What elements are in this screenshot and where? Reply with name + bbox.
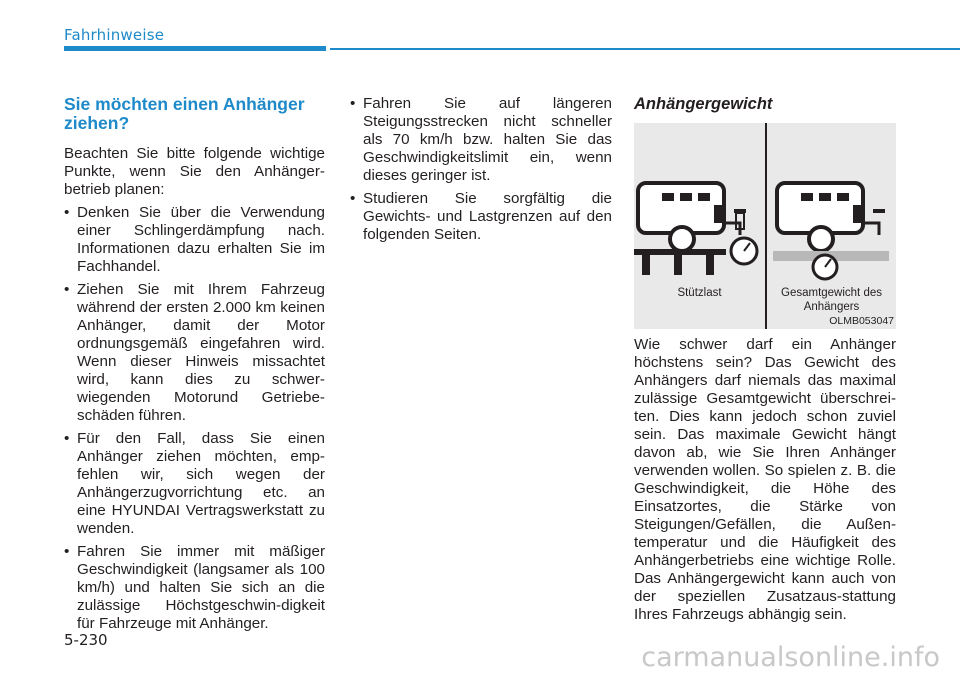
column-2 bbox=[350, 95, 612, 244]
column-1 bbox=[64, 95, 325, 633]
caption-gross-trailer-weight: Gesamtgewicht des Anhängers bbox=[781, 287, 882, 313]
bullet-item: • Für den Fall, dass Sie einen Anhänger ziehen möchten, emp-fehlen wir, sich wegen der Anhängerzugvorrichtung etc. an eine HYUNDAI Vertragswerkstatt zu wenden. bbox=[64, 430, 325, 538]
trailer-weight-heading: Anhängergewicht bbox=[634, 95, 773, 113]
bullet-item: • Ziehen Sie mit Ihrem Fahrzeug während der ersten 2.000 km keinen Anhänger, damit der Motor ordnungsgemäß eingefahren wird. Wenn dieser Hinweis missachtet wird, kann dies zu schwer-wiegenden Motorund Getriebe-schäden führen. bbox=[64, 281, 325, 425]
caption-tongue-load: Stützlast bbox=[677, 287, 722, 299]
figure-code: OLMB053047 bbox=[829, 315, 894, 327]
watermark: carmanualsonline.info bbox=[641, 642, 940, 673]
section-title: Fahrhinweise bbox=[64, 26, 165, 44]
tongue-load-illustration bbox=[634, 163, 765, 283]
towing-intro: Beachten Sie bitte folgende wichtige Punkte, wenn Sie den Anhänger-betrieb planen: bbox=[64, 145, 325, 198]
towing-heading: Sie möchten einen Anhänger ziehen? bbox=[64, 94, 305, 133]
header-rule-thick bbox=[64, 46, 326, 51]
column-3 bbox=[634, 95, 896, 114]
trailer-weight-body bbox=[634, 336, 896, 624]
bullet-item: • Fahren Sie immer mit mäßiger Geschwindigkeit (langsamer als 100 km/h) und halten Sie sich an die zulässige Höchstgeschwin-digkeit für Fahrzeuge mit Anhänger. bbox=[64, 543, 325, 633]
bullet-item: • Studieren Sie sorgfältig die Gewichts- und Lastgrenzen auf den folgenden Seiten. bbox=[350, 190, 612, 244]
page-number: 5-230 bbox=[64, 631, 108, 649]
trailer-weight-figure bbox=[634, 123, 896, 329]
header-rule-thin bbox=[330, 48, 960, 50]
bullet-item: • Fahren Sie auf längeren Steigungsstrecken nicht schneller als 70 km/h bzw. halten Sie das Geschwindigkeitslimit ein, wenn dieses geringer ist. bbox=[350, 95, 612, 185]
gross-weight-illustration bbox=[767, 163, 896, 283]
towing-bullet-list-continued bbox=[350, 95, 612, 244]
towing-bullet-list bbox=[64, 204, 325, 633]
trailer-weight-paragraph: Wie schwer darf ein Anhänger höchstens sein? Das Gewicht des Anhängers darf niemals das maximal zulässige Gesamtgewicht überschrei-ten. Dies kann jedoch schon zuviel sein. Das maximale Gewicht hängt davon ab, wie Sie Ihren Anhänger verwenden wollen. So spielen z. B. die Geschwindigkeit, die Höhe des Einsatzortes, die Stärke von Steigungen/Gefällen, die Außen-temperatur und die Häufigkeit des Anhängerbetriebs eine wichtige Rolle. Das Anhängergewicht kann auch von der speziellen Zusatzaus-stattung Ihres Fahrzeugs abhängig sein. bbox=[634, 336, 896, 623]
bullet-item: • Denken Sie über die Verwendung einer Schlingerdämpfung nach. Informationen dazu erhalten Sie im Fachhandel. bbox=[64, 204, 325, 276]
